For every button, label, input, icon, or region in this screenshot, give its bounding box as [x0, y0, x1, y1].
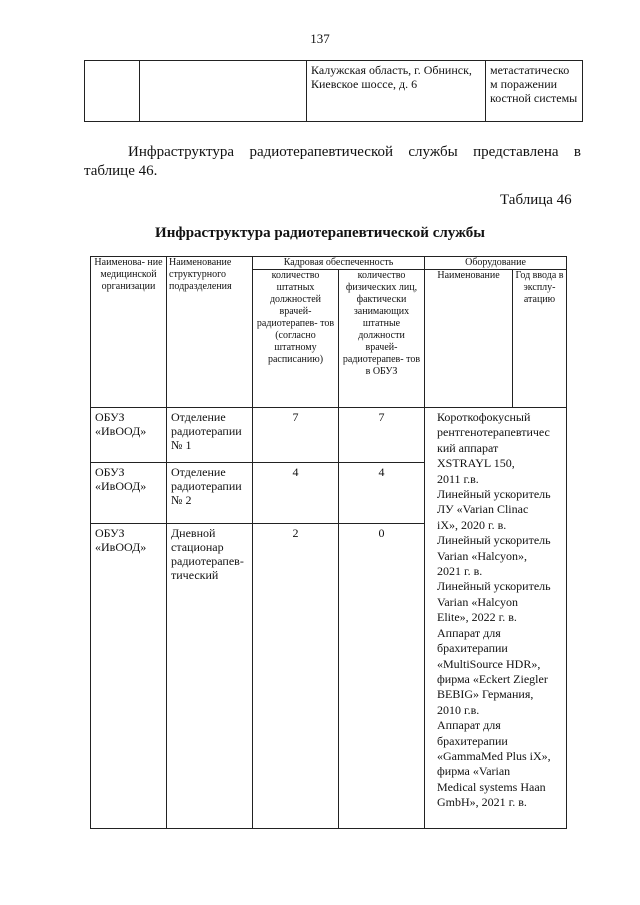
unit-cell: Отделение радиотерапии № 1 [167, 408, 253, 463]
staff-count-cell: 2 [253, 524, 339, 829]
table-title: Инфраструктура радиотерапевтической службы [155, 225, 485, 241]
persons-count-cell: 7 [339, 408, 425, 463]
equipment-line: кий аппарат [437, 440, 499, 455]
equipment-line: Линейный ускоритель [437, 487, 551, 502]
header-equipment-name: Наименование [425, 270, 513, 408]
equipment-line: брахитерапии [437, 733, 508, 748]
staff-count-cell: 4 [253, 463, 339, 524]
radiotherapy-infrastructure-table [90, 256, 567, 829]
header-staffing: Кадровая обеспеченность [253, 257, 425, 270]
table-cell-empty [140, 61, 307, 122]
persons-count-cell: 0 [339, 524, 425, 829]
table-row [91, 408, 567, 463]
unit-cell: Дневной стационар радиотерапев- тический [167, 524, 253, 829]
equipment-line: Линейный ускоритель [437, 579, 551, 594]
equipment-line: Varian «Halcyon», [437, 548, 527, 563]
persons-count-cell: 4 [339, 463, 425, 524]
page-number: 137 [310, 31, 330, 46]
header-org: Наименова- ние медицинской организации [91, 257, 167, 408]
table-cell-empty [85, 61, 140, 122]
equipment-line: BEBIG» Германия, [437, 687, 534, 702]
staff-count-cell: 7 [253, 408, 339, 463]
equipment-line: фирма «Varian [437, 764, 511, 779]
intro-text: Инфраструктура радиотерапевтической службы представлена в таблице 46. [84, 144, 581, 179]
table-number: Таблица 46 [500, 192, 572, 208]
equipment-line: ЛУ «Varian Clinac [437, 502, 529, 517]
equipment-line: iX», 2020 г. в. [437, 517, 507, 532]
header-equipment-year: Год ввода в эксплу- атацию [513, 270, 567, 408]
equipment-line: 2010 г.в. [437, 702, 480, 717]
org-cell: ОБУЗ «ИвООД» [91, 463, 167, 524]
org-cell: ОБУЗ «ИвООД» [91, 524, 167, 829]
equipment-line: Короткофокусный [437, 410, 531, 424]
address-cell: Калужская область, г. Обнинск, Киевское шоссе, д. 6 [307, 61, 486, 122]
equipment-line: 2021 г. в. [437, 564, 483, 579]
previous-table-fragment [84, 60, 583, 122]
equipment-list-cell [425, 408, 567, 829]
equipment-line: рентгенотерапевтичес [437, 425, 550, 440]
equipment-tail-cell: метастатическо м поражении костной системы [486, 61, 583, 122]
equipment-line: «MultiSource HDR», [437, 656, 541, 671]
header-equipment: Оборудование [425, 257, 567, 270]
equipment-line: Varian «Halcyon [437, 594, 518, 609]
equipment-line: «GammaMed Plus iX», [437, 748, 551, 763]
equipment-line: Аппарат для [437, 625, 501, 640]
equipment-line: Medical systems Haan [437, 779, 546, 794]
equipment-line: 2011 г.в. [437, 471, 479, 486]
org-cell: ОБУЗ «ИвООД» [91, 408, 167, 463]
equipment-line: Линейный ускоритель [437, 533, 551, 548]
intro-paragraph [84, 143, 581, 181]
table-row [85, 61, 583, 122]
header-staff-count: количество штатных должностей врачей- радиотерапев- тов (согласно штатному расписанию) [253, 270, 339, 408]
equipment-line: брахитерапии [437, 641, 508, 656]
equipment-line: XSTRAYL 150, [437, 456, 515, 471]
header-persons-count: количество физических лиц, фактически занимающих штатные должности врачей- радиотерапев- тов в ОБУЗ [339, 270, 425, 408]
unit-cell: Отделение радиотерапии № 2 [167, 463, 253, 524]
header-row [91, 257, 567, 270]
equipment-line: GmbH», 2021 г. в. [437, 795, 527, 810]
header-unit: Наименование структурного подразделения [167, 257, 253, 408]
equipment-line: Elite», 2022 г. в. [437, 610, 517, 625]
equipment-line: фирма «Eckert Ziegler [437, 671, 548, 686]
equipment-line: Аппарат для [437, 718, 501, 733]
